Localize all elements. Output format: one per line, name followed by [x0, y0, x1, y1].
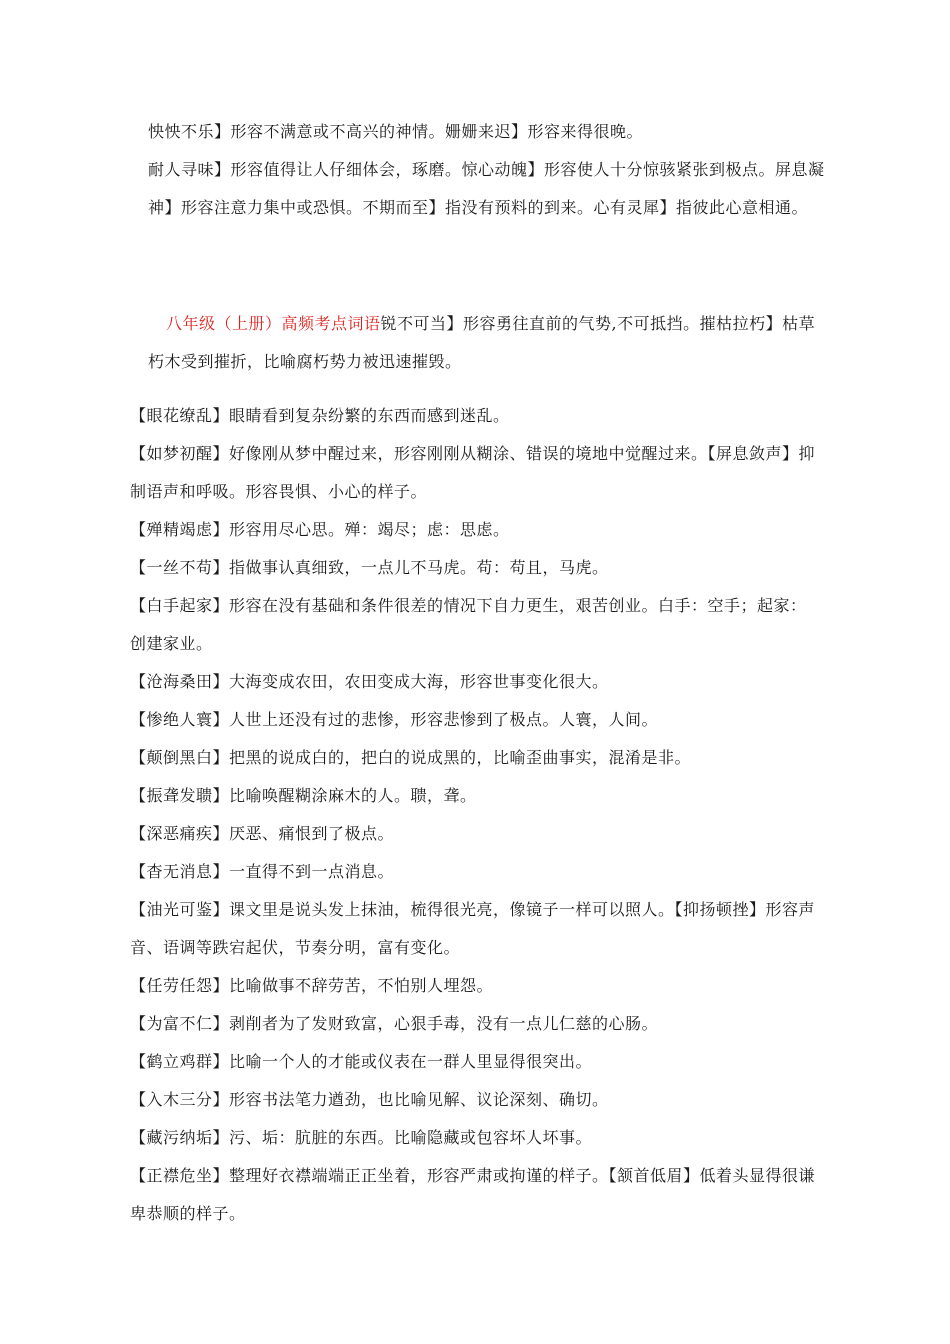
idiom-entry: 【鹤立鸡群】比喻一个人的才能或仪表在一群人里显得很突出。 — [130, 1052, 593, 1071]
idiom-entry: 【眼花缭乱】眼睛看到复杂纷繁的东西而感到迷乱。 — [130, 406, 510, 425]
intro-paragraphs — [148, 113, 828, 227]
idiom-entry: 【入木三分】形容书法笔力遒劲，也比喻见解、议论深刻、确切。 — [130, 1090, 609, 1109]
idiom-entry: 【杳无消息】一直得不到一点消息。 — [130, 862, 395, 881]
idiom-entry: 【如梦初醒】好像刚从梦中醒过来，形容刚刚从糊涂、错误的境地中觉醒过来。【屏息敛声】抑制语声和呼吸。形容畏惧、小心的样子。 — [130, 444, 816, 501]
idiom-entry: 【深恶痛疾】厌恶、痛恨到了极点。 — [130, 824, 395, 843]
idiom-entry: 【殚精竭虑】形容用尽心思。殚：竭尽；虑：思虑。 — [130, 520, 510, 539]
intro-line-1: 怏怏不乐】形容不满意或不高兴的神情。姗姗来迟】形容来得很晚。 — [148, 122, 644, 141]
idiom-list — [130, 397, 820, 1233]
grade-8-section — [148, 305, 828, 381]
idiom-entry: 【正襟危坐】整理好衣襟端端正正坐着，形容严肃或拘谨的样子。【颔首低眉】低着头显得很谦卑恭顺的样子。 — [130, 1166, 816, 1223]
idiom-entry: 【藏污纳垢】污、垢：肮脏的东西。比喻隐藏或包容坏人坏事。 — [130, 1128, 593, 1147]
section-text: 锐不可当】形容勇往直前的气势,不可抵挡。摧枯拉朽】枯草朽木受到摧折，比喻腐朽势力被迅速摧毁。 — [148, 314, 816, 371]
idiom-entry: 【惨绝人寰】人世上还没有过的悲惨，形容悲惨到了极点。人寰，人间。 — [130, 710, 659, 729]
section-heading: 八年级（上册）高频考点词语 — [166, 314, 381, 333]
idiom-entry: 【颠倒黑白】把黑的说成白的，把白的说成黑的，比喻歪曲事实，混淆是非。 — [130, 748, 692, 767]
idiom-entry: 【白手起家】形容在没有基础和条件很差的情况下自力更生，艰苦创业。白手：空手；起家：创建家业。 — [130, 596, 807, 653]
idiom-entry: 【振聋发聩】比喻唤醒糊涂麻木的人。聩，聋。 — [130, 786, 477, 805]
idiom-entry: 【沧海桑田】大海变成农田，农田变成大海，形容世事变化很大。 — [130, 672, 609, 691]
idiom-entry: 【一丝不苟】指做事认真细致，一点儿不马虎。苟：苟且，马虎。 — [130, 558, 609, 577]
idiom-entry: 【为富不仁】剥削者为了发财致富，心狠手毒，没有一点儿仁慈的心肠。 — [130, 1014, 659, 1033]
idiom-entry: 【任劳任怨】比喻做事不辞劳苦，不怕别人埋怨。 — [130, 976, 494, 995]
section-paragraph — [148, 305, 828, 381]
idiom-entry: 【油光可鉴】课文里是说头发上抹油，梳得很光亮，像镜子一样可以照人。【抑扬顿挫】形容声音、语调等跌宕起伏，节奏分明，富有变化。 — [130, 900, 816, 957]
intro-line-2: 耐人寻味】形容值得让人仔细体会，琢磨。惊心动魄】形容使人十分惊骇紧张到极点。屏息凝神】形容注意力集中或恐惧。不期而至】指没有预料的到来。心有灵犀】指彼此心意相通。 — [148, 160, 825, 217]
